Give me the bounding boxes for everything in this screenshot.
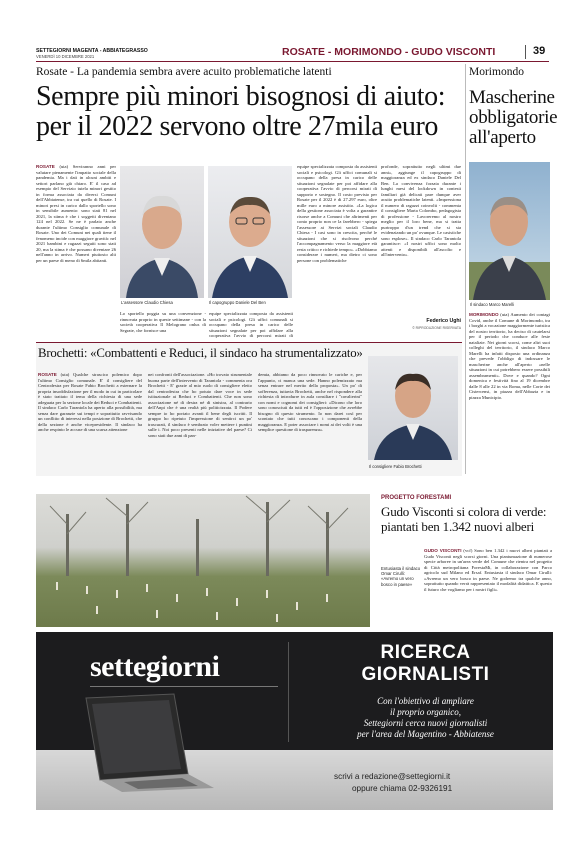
- main-column-1: [36, 164, 116, 334]
- caption-fabio-brochetti: Il consigliere Fabio Brochetti: [369, 464, 422, 469]
- side-divider: [465, 64, 466, 474]
- ad-title-2: GIORNALISTI: [361, 664, 490, 685]
- side-body-text: Aumento dei contagi Covid, anche il Comune di Morimondo, tra i borghi a vocazione maggiormente turistica del nostro territorio, ha deciso di cautelarsi per il periodo che conduce alle feste natalizie. Nei giorni scorsi, come altri suoi colleghi del territorio, il sindaco Marco Marelli ha infatti disposto una ordinanza che prevede l'obbligo di indossare le mascherine anche all'aperto «nelle situazioni in cui potrebbero essere possibili assembramenti». Dove e quando? Ogni domenica e festività fino al 19 dicembre dalle 8 alle 22 in via Roma, nelle Corte dei Cistercensi, in piazza dell'Abbazia e in piazza Municipio.: [469, 312, 550, 400]
- ad-brand-underline: [90, 686, 278, 687]
- main-copyright: © RIPRODUZIONE RISERVATA: [412, 326, 461, 330]
- main-column-3: [209, 311, 293, 339]
- ad-contact-phone[interactable]: oppure chiama 02-9326191: [352, 784, 453, 793]
- photo-claudio-chiesa: [120, 166, 204, 298]
- main-col2-text: Lo sportello poggia su una convenzione - rinnovata proprio in queste settimane - con la società cooperativa Il Melograno onlus di Segrate, che fornisce una: [120, 311, 206, 333]
- brochetti-headline: Brochetti: «Combattenti e Reduci, il sindaco ha strumentalizzato»: [38, 346, 363, 360]
- main-column-2: [120, 311, 206, 339]
- ad-text-3: Settegiorni cerca nuovi giornalisti: [363, 718, 488, 728]
- page-number: 39: [533, 45, 546, 57]
- ad-contact-email[interactable]: scrivi a redazione@settegiorni.it: [334, 772, 451, 781]
- main-col3b-text: equipe specializzata composta da assistenti sociali e psicologi. Gli uffici comunali si occupano della presa in carico delle situazioni segnalate per poi affidare alla cooperativa l'avvio di percorsi mirati di supporto e sostegno. Il costo previsto per Rosate per il 2022 è di 27.297 euro, oltre mille euro a minore assistito. «La logica della gestione associata è volta a garantire risorse anche a Comuni che altrimenti per conto proprio non ce la farebbero - spiega l'assessore ai Servizi sociali Claudio Chiesa - I casi sono in crescita, perché le situazioni che si risolvono perché l'accompagnamento verso la maggiore età resta critico e richiede tempo». «Dobbiamo considerare i numeri, ma dietro ci sono persone con problematiche: [297, 164, 377, 263]
- side-body: [469, 312, 550, 472]
- ad-text-4: per l'area del Magentino - Abbiatense: [357, 729, 494, 739]
- main-headline-1: Sempre più minori bisognosi di aiuto:: [36, 81, 446, 112]
- caption-daniele-del-ben: Il capogruppo Daniele Del Ben: [209, 300, 266, 305]
- section-title: ROSATE - MORIMONDO - GUDO VISCONTI: [282, 46, 496, 58]
- header-rule: [36, 61, 549, 62]
- ad-brand: settegiorni: [90, 650, 220, 683]
- laptop-icon: [64, 692, 214, 792]
- ad-divider: [288, 642, 289, 742]
- header-separator: [525, 45, 526, 59]
- ad-text-2: il proprio organico,: [389, 707, 462, 717]
- forestami-location: GUDO VISCONTI: [424, 548, 462, 553]
- brochetti-col3-text: demia, abbiamo da poco rinnovato le cariche e, per l'appunto, ci manca una sede. Hanno polemizzato ma senza entrare nel merito della proposta». Un po' di sofferenza, tuttavia Brochetti, anche nel rispondere alla richiesta di introdurre in aula consiliare i "cavalierini" con nomi e cognomi dei consiglieri: «Dicono che loro sono conosciuti da tutti ed è l'opposizione che avrebbe bisogno di questo strumento. Io non darei così per scontato che tutti conoscano i componenti della maggioranza. E poter associare i nomi ai dei volti è una semplice questione di trasparenza».: [258, 372, 362, 432]
- caption-marco-marelli: Il sindaco Marco Marelli: [470, 302, 514, 307]
- photo-forest-planting: [36, 494, 370, 627]
- ad-text-1: Con l'obiettivo di ampliare: [377, 696, 474, 706]
- forestami-kicker: PROGETTO FORESTAMI: [381, 495, 452, 501]
- forestami-author-tag: (vcf): [463, 548, 473, 553]
- main-byline: Federico Ughi: [426, 318, 461, 324]
- brochetti-column-3: [258, 372, 362, 472]
- side-location: MORIMONDO: [469, 312, 499, 317]
- main-location: ROSATE: [36, 164, 55, 169]
- brochetti-author-tag: (uta): [60, 372, 70, 377]
- main-kicker: Rosate - La pandemia sembra avere acuito problematiche latenti: [36, 66, 332, 78]
- forestami-body-text: Sono ben 1.342 i nuovi alberi piantati a Gudo Visconti negli scorsi giorni. Una piantumazione di numerose specie arboree in un'area verde del Comune che rientra nel progetto di Città metropolitana ForestaMi, in collaborazione con Parco agricolo sud Milano ed Ersaf. Entusiasta il sindaco Omar Cirulli: «Avremo un vero bosco in paese. Ne godremo tra qualche anno, soprattutto quando verrà rappresentato il modalità didattica. E questo il futuro che vogliamo per i nostri figli».: [424, 548, 552, 592]
- side-author-tag: (uta): [500, 312, 509, 317]
- main-col1-text: Serviranno anni per valutare pienamente l'impatto sociale della pandemia. Ma i dati in alcuni ambiti e settori parlano già chiaro. E' il caso ad esempio del Servizio tutela minori gestito in forma associata da diversi Comuni dell'Abbiatense, tra cui quello di Rosate. I minori presi in carico dallo sportello sono in sensibile aumento: sono stati 81 nel 2021, la stima è che i soggetti diventano 124 nel 2022. Se ne è parlato anche durante l'ultimo Consiglio comunale di Rosate. Uno dei Comuni nei quali tiene il fenomeno incide con maggiore gravità: nel 2021 bambini e ragazzi seguiti sono stati 20, ma la stima è che possano diventare 26 nell'anno in arrivo. Numeri piuttosto alti per un paese di meno di 6mila abitanti.: [36, 164, 116, 263]
- ad-banner[interactable]: [36, 632, 553, 810]
- main-column-4: [297, 164, 377, 340]
- caption-claudio-chiesa: L'assessore Claudio Chiesa: [121, 300, 173, 305]
- main-column-5: [381, 164, 461, 314]
- caption-forestami: Entusiasta il sindaco Omar Cirulli: «Avremo un vero bosco in paese»: [381, 566, 421, 587]
- main-headline-2: per il 2022 servono oltre 27mila euro: [36, 111, 438, 142]
- main-author-tag: (uta): [59, 164, 69, 169]
- photo-fabio-brochetti: [368, 356, 458, 460]
- masthead-paper: SETTEGIORNI MAGENTA - ABBIATEGRASSO: [36, 48, 148, 54]
- forestami-headline: Gudo Visconti si colora di verde: piantati ben 1.342 nuovi alberi: [381, 504, 547, 534]
- side-headline: Mascherine obbligatorie all'aperto: [469, 87, 558, 148]
- main-col4-text: profonde, soprattutto negli ultimi due anni», aggiunge il capogruppo di maggioranza ed ex sindaco Daniele Del Ben. La convivenza forzata durante i lunghi mesi del lockdown in contesti familiari già delicati pare dunque aver acuito problematiche latenti. «Impressiona il numero di ragazzi coinvolti - commenta il consigliere Marta Colombo, pedagogista di professione - Lavoreremo al nostro meglio per il loro bene, ma si tratta purtroppo d'un trend che si sta evidenziando un po' ovunque. Le casistiche sono esplose». Il sindaco Carlo Tarantola garantisce: «I nostri uffici sono molto attenti e disponibili all'ascolto e all'intervento».: [381, 164, 461, 257]
- brochetti-location: ROSATE: [38, 372, 57, 377]
- brochetti-column-2: [148, 372, 252, 472]
- brochetti-col1-text: Qualche strascico polemico dopo l'ultimo Consiglio comunale. E' il consigliere del Centrodestra per Rosate Fabio Brochetti a esternare la propria insoddisfazione per il modo in cui in particolare è stato trattato il tema della richiesta di una sede adeguata per la sezione locale dei Reduci e Combattenti. Il sindaco Carlo Tarantola ha aperto alla possibilità, ma senza dare garanzie sui tempi e soprattutto ravvisando un conflitto di interessi nella posizione di Brochetti, che della sezione è anche vicepresidente. Il sindaco ha anche respinto le accuse di una scarsa attenzione: [38, 372, 142, 432]
- brochetti-column-1: [38, 372, 142, 472]
- masthead-date: VENERDÌ 10 DICEMBRE 2021: [36, 54, 95, 59]
- side-kicker: Morimondo: [469, 66, 524, 78]
- photo-marco-marelli: [469, 162, 550, 300]
- forestami-body: [424, 548, 552, 626]
- photo-daniele-del-ben: [208, 166, 292, 298]
- brochetti-col2-text: nei confronti dell'associazione. «Ho trovato strumentale buona parte dell'intervento di Tarantola - commenta ora Brochetti - E' grazie al mio ruolo di consigliere eletto dal centrodestra che ho potuto dare voce in sede istituzionale ai Reduci e Combattenti. Che non sono associazione né di destra né di sinistra, al contrario dell'Anpi che è una realtà più politicizzata. Il Podere sempre io ho portato avanti il bene degli iscritti. Il gruppo ho ripetuto l'impressione di sentirci un po' trascurati, il sindaco è sembrato voler mettere i puntini sulle i. Noi poco presenti nelle iniziative del paese? Ci sono stati due anni di pan-: [148, 372, 252, 438]
- main-col3-text: equipe specializzata composta da assistenti sociali e psicologi. Gli uffici comunali si occupano della presa in carico delle situazioni segnalate per poi affidare alla cooperativa l'avvio di percorsi mirati di: [209, 311, 293, 338]
- ad-title-1: RICERCA: [380, 642, 471, 663]
